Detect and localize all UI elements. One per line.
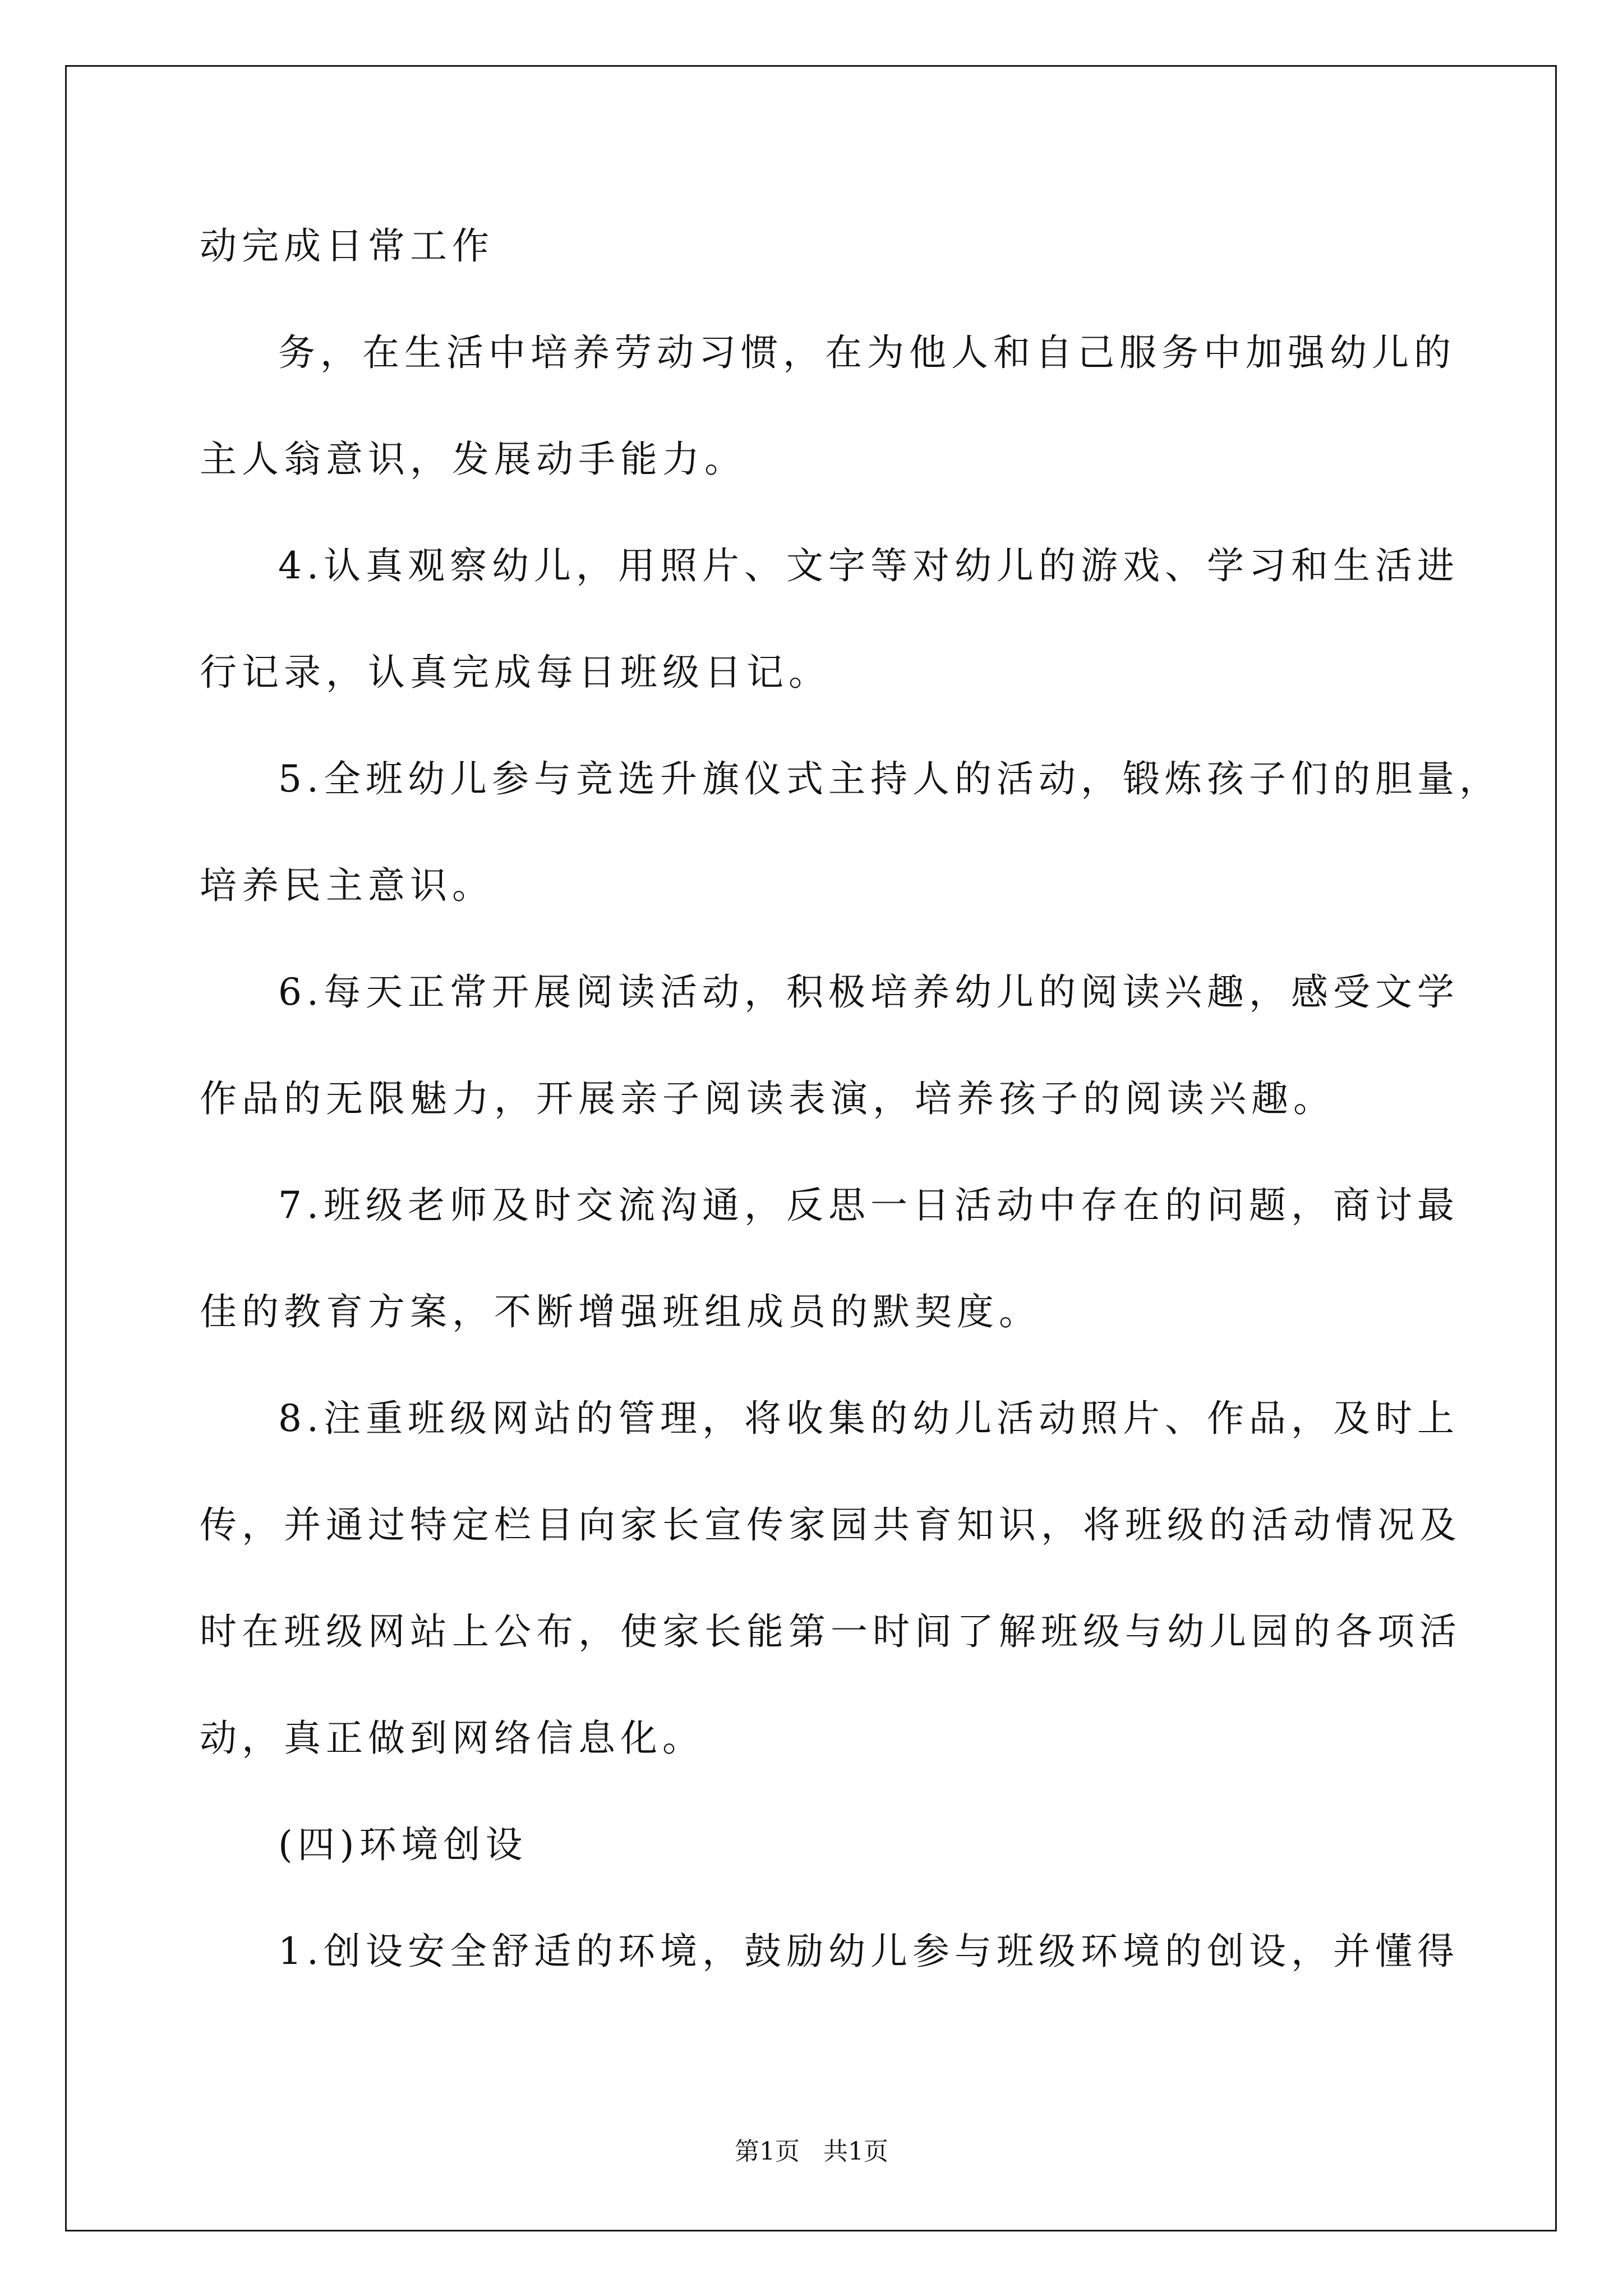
section-heading: (四)环境创设 (278, 1823, 528, 1866)
text-line: 1.创设安全舒适的环境，鼓励幼儿参与班级环境的创设，并懂得 (278, 1930, 1459, 1973)
text-line: 主人翁意识，发展动手能力。 (200, 438, 746, 481)
text-line: 培养民主意识。 (200, 864, 494, 907)
text-line: 佳的教育方案，不断增强班组成员的默契度。 (200, 1290, 1041, 1333)
text-line: 行记录，认真完成每日班级日记。 (200, 651, 831, 694)
text-line: 7.班级老师及时交流沟通，反思一日活动中存在的问题，商讨最 (278, 1184, 1459, 1227)
text-line: 4.认真观察幼儿，用照片、文字等对幼儿的游戏、学习和生活进 (278, 544, 1459, 587)
text-line: 时在班级网站上公布，使家长能第一时间了解班级与幼儿园的各项活 (200, 1610, 1461, 1653)
text-line: 6.每天正常开展阅读活动，积极培养幼儿的阅读兴趣，感受文学 (278, 970, 1459, 1014)
page-border (65, 65, 1557, 2231)
text-line: 8.注重班级网站的管理，将收集的幼儿活动照片、作品，及时上 (278, 1397, 1459, 1440)
text-line: 5.全班幼儿参与竞选升旗仪式主持人的活动，锻炼孩子们的胆量， (278, 757, 1501, 800)
text-line: 传，并通过特定栏目向家长宣传家园共育知识，将班级的活动情况及 (200, 1503, 1461, 1547)
text-line: 作品的无限魅力，开展亲子阅读表演，培养孩子的阅读兴趣。 (200, 1077, 1335, 1120)
text-line: 动完成日常工作 (200, 224, 494, 268)
page-footer: 第1页 共1页 (735, 2137, 888, 2166)
text-line: 务，在生活中培养劳动习惯，在为他人和自己服务中加强幼儿的 (278, 331, 1456, 374)
text-line: 动，真正做到网络信息化。 (200, 1717, 704, 1760)
